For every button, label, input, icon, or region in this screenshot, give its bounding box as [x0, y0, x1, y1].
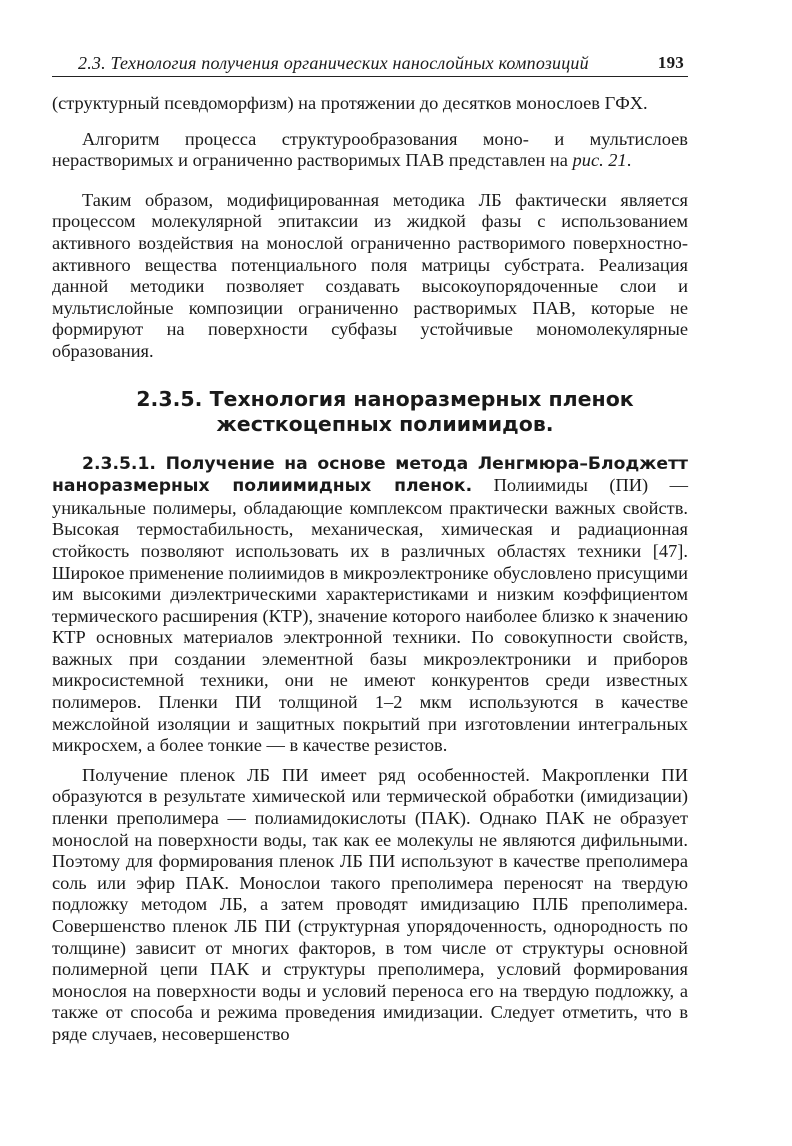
subsection-paragraph [52, 453, 688, 757]
document-page [52, 52, 688, 1046]
paragraph-algorithm [52, 129, 688, 172]
subsection-text: Полиимиды (ПИ) — уникальные полимеры, обладающие комплексом практически важных свойств. Высокая термостабильность, механическая, химическая и радиационная стойкость позволяют использовать их в различных областях техники [47]. Широкое применение полиимидов в микроэлектронике обусловлено присущими им высокими диэлектрическими характеристиками и низким коэффициентом термического расширения (КТР), значение которого наиболее близко к значению КТР основных материалов электронной техники. По совокупности свойств, важных при создании элементной базы микроэлектроники и приборов микросистемной техники, они не имеют конкурентов среди известных полимеров. Пленки ПИ толщиной 1–2 мкм используются в качестве межслойной изоляции и защитных покрытий при изготовлении интегральных микросхем, а более тонкие — в качестве резистов. [52, 475, 688, 756]
paragraph-lb-pi: Получение пленок ЛБ ПИ имеет ряд особенностей. Макропленки ПИ образуются в результате химической или термической обработки (имидизации) пленки преполимера — полиамидокислоты (ПАК). Однако ПАК не образует монослой на поверхности воды, так как ее молекулы не являются дифильными. Поэтому для формирования пленок ЛБ ПИ используют в качестве преполимера соль или эфир ПАК. Монослои такого преполимера переносят на твердую подложку методом ЛБ, а затем проводят имидизацию ПЛБ преполимера. Совершенство пленок ЛБ ПИ (структурная упорядоченность, однородность по толщине) зависит от многих факторов, в том числе от структуры основной полимерной цепи ПАК и структуры преполимера, условий формирования монослоя на поверхности воды и условий переноса его на твердую подложку, а также от способа и режима проведения имидизации. Следует отметить, что в ряде случаев, несовершенство [52, 764, 688, 1044]
section-heading-line1: 2.3.5. Технология наноразмерных пленок [136, 386, 634, 411]
page-number: 193 [657, 53, 684, 72]
paragraph-continuation: (структурный псевдоморфизм) на протяжении до десятков монослоев ГФХ. [52, 93, 648, 113]
section-heading [82, 387, 688, 437]
figure-reference: рис. 21 [572, 150, 627, 171]
section-heading-line2: жесткоцепных полиимидов. [216, 411, 554, 436]
paragraph-conclusion: Таким образом, модифицированная методика ЛБ фактически является процессом молекулярной эпитаксии из жидкой фазы с использованием активного воздействия на монослой ограниченно растворимого поверхностно-активного вещества потенциального поля матрицы субстрата. Реализация данной методики позволяет создавать высокоупорядоченные слои и мультислойные композиции ограниченно растворимых ПАВ, которые не формируют на поверхности субфазы устойчивые мономолекулярные образования. [52, 189, 688, 361]
subsection-heading: 2.3.5.1. Получение на основе метода Ленгмюра–Блоджетт наноразмерных полиимидных пленок. [52, 453, 688, 497]
paragraph-algorithm-text: Алгоритм процесса структурообразования моно- и мультислоев нерастворимых и ограниченно растворимых ПАВ представлен на [52, 128, 688, 171]
running-header [52, 52, 688, 77]
running-title: 2.3. Технология получения органических нанослойных композиций [78, 53, 589, 73]
paragraph-algorithm-end: . [626, 150, 632, 171]
